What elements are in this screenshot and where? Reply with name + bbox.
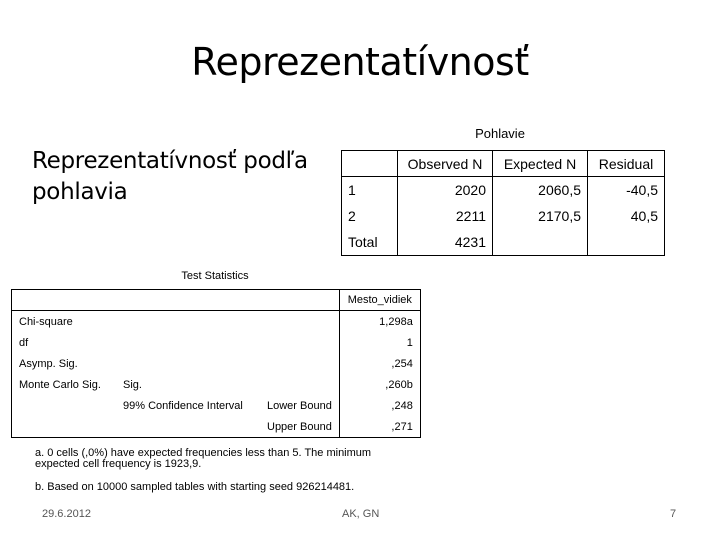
header-residual: Residual [588,151,665,177]
table-header-row [12,290,421,311]
slide-subtitle: Reprezentatívnosť podľa pohlavia [32,148,308,205]
table-row [342,203,665,229]
table-row [12,353,421,374]
test-statistics-table [11,289,421,438]
footnote-b: b. Based on 10000 sampled tables with starting seed 926214481. [35,481,355,493]
footnote-a-line1: a. 0 cells (,0%) have expected frequencies less than 5. The minimum [35,447,372,459]
expected-cell: 2060,5 [493,177,588,204]
row-sublabel: 99% Confidence Interval [123,399,243,412]
table-row [12,416,421,438]
value-cell: 1,298a [339,311,420,333]
pohlavie-table [341,150,665,256]
header-spacer [12,290,340,311]
residual-cell: 40,5 [630,208,658,224]
table-row [12,311,421,333]
row-sublabel: Upper Bound [267,420,332,433]
row-spacer [12,416,117,438]
row-sublabel: Sig. [123,378,142,391]
header-observed: Observed N [398,151,493,177]
pohlavie-table-title: Pohlavie [475,126,525,141]
row-label: 1 [342,177,398,204]
row-label: Total [342,229,398,256]
table-row [342,229,665,256]
slide-title: Reprezentatívnosť [191,40,529,84]
footer-author: AK, GN [342,508,380,520]
table-header-row [342,151,665,177]
footnote-a-line2: expected cell frequency is 1923,9. [35,458,202,470]
table-row [12,395,421,416]
expected-cell: 2170,5 [493,203,588,229]
observed-cell: 4231 [398,229,493,256]
header-mesto-vidiek: Mesto_vidiek [339,290,420,311]
table-row [342,177,665,204]
value-cell: ,248 [339,395,420,416]
value-cell: 1 [339,332,420,353]
row-label: 2 [342,203,398,229]
row-spacer [12,395,117,416]
expected-cell [493,229,588,256]
value-cell: ,260b [339,374,420,395]
observed-cell: 2020 [398,177,493,204]
row-sublabel: Lower Bound [267,399,332,412]
table-row [12,332,421,353]
value-cell: ,271 [339,416,420,438]
table-row [12,374,421,395]
residual-cell: -40,5 [626,182,658,198]
row-label: Chi-square [19,315,73,328]
footer-page-number: 7 [670,508,677,520]
value-cell: ,254 [339,353,420,374]
residual-cell [588,229,665,256]
row-label: Monte Carlo Sig. [19,378,101,391]
test-statistics-title: Test Statistics [181,270,249,282]
observed-cell: 2211 [398,203,493,229]
row-label: Asymp. Sig. [19,357,78,370]
header-expected: Expected N [493,151,588,177]
row-spacer [116,416,260,438]
header-cell-empty [342,151,398,177]
row-label: df [19,336,29,349]
footer-date: 29.6.2012 [42,508,91,520]
